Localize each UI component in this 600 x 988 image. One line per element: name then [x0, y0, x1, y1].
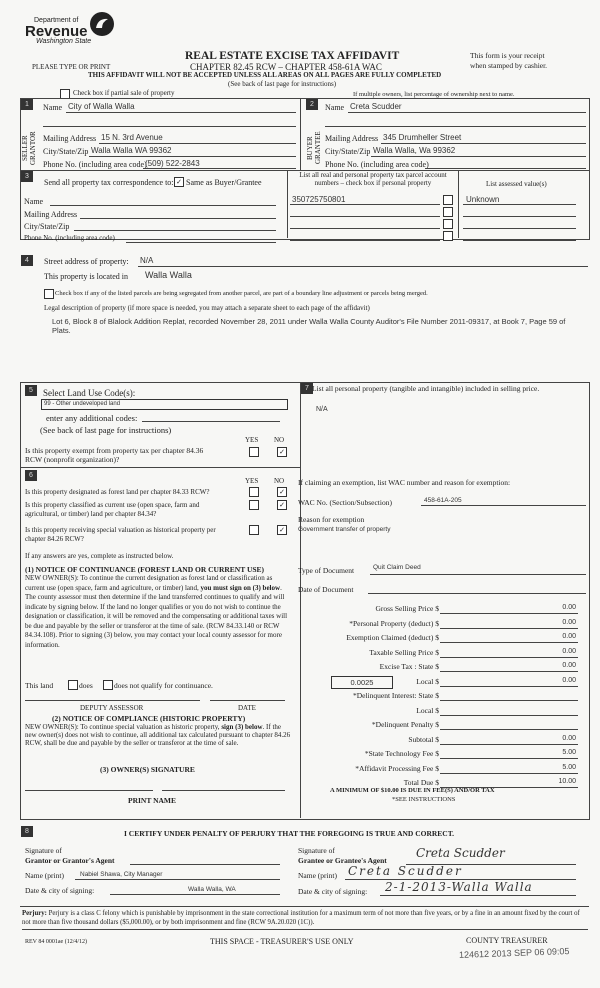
amount-value[interactable]: 0.00	[562, 633, 576, 640]
reason-label: Reason for exemption	[298, 515, 365, 524]
amount-value[interactable]: 0.00	[562, 734, 576, 742]
minimum-due-note: A MINIMUM OF $10.00 IS DUE IN FEE(S) AND/OR TAX	[330, 787, 495, 794]
land-use-code-select[interactable]: 99 - Other undeveloped land	[41, 399, 288, 410]
buyer-city-field[interactable]: Walla Walla, Wa 99362	[373, 146, 456, 155]
field-line	[99, 143, 296, 144]
amount-value[interactable]: 0.00	[562, 618, 576, 626]
logo-text: Washington State	[36, 38, 92, 45]
notice-text: NEW OWNER(S): To continue the current designation as forest land or classification as current use (open space, farm and agriculture, or timber) land,	[25, 574, 273, 592]
amount-value[interactable]: 10.00	[558, 778, 576, 785]
parcel-number-field[interactable]: 350725750801	[292, 195, 346, 204]
grantee-date-city-field[interactable]: 2-1-2013-Walla Walla	[385, 880, 533, 894]
field-line	[440, 700, 578, 701]
yes-header: YES	[245, 477, 259, 485]
date-line[interactable]	[210, 700, 285, 701]
does-qualify-checkbox[interactable]	[68, 680, 78, 690]
label: Signature of	[25, 846, 62, 855]
amount-label: *State Technology Fee $	[364, 749, 439, 758]
label: City/State/Zip	[325, 147, 371, 156]
segregation-label: Check box if any of the listed parcels are being segregated from another parcel, are part of a boundary line adjustment or parcels being merged.	[55, 290, 428, 297]
section-number: 2	[306, 99, 318, 110]
notice-compliance-text	[25, 723, 293, 747]
field-line	[425, 168, 586, 169]
label: Grantor or Grantor's Agent	[25, 856, 115, 865]
form-revision: REV 84 0001ae (12/4/12)	[25, 939, 88, 945]
field-line	[440, 744, 578, 745]
exemption-label: If claiming an exemption, list WAC number and reason for exemption:	[298, 478, 511, 487]
form-subtitle: CHAPTER 82.45 RCW – CHAPTER 458-61A WAC	[190, 62, 382, 72]
owner-signature-line[interactable]	[162, 790, 285, 791]
section-number: 6	[25, 470, 37, 481]
notice-compliance-title: (2) NOTICE OF COMPLIANCE (HISTORIC PROPERTY)	[52, 714, 246, 723]
field-line	[66, 112, 296, 113]
wac-number-field[interactable]: 458-61A-205	[424, 497, 462, 504]
date-label: DATE	[238, 704, 256, 712]
field-line	[440, 671, 578, 672]
logo-swirl-icon	[88, 10, 116, 38]
notice-text-bold: sign (3) below	[221, 723, 263, 731]
field-line	[75, 879, 280, 880]
field-line	[370, 574, 586, 575]
assessed-value-field[interactable]: Unknown	[466, 195, 500, 204]
please-type: PLEASE TYPE OR PRINT	[32, 63, 111, 71]
notice-text: . The county assessor must then determine if the land transferred continues to qualify and will indicate by signing below. If the land no longer qualifies or you do not wish to continue the designation or classification, it will be removed and the compensating or additional taxes will be due and payable by the seller or transferor at the time of sale. (RCW 84.33.140 or RCW 84.34.108). Prior to signing (3) below, you may contact your local county assessor for more information.	[25, 583, 288, 649]
amount-label: Taxable Selling Price $	[369, 647, 439, 657]
field-line	[463, 240, 576, 241]
deputy-assessor-label: DEPUTY ASSESSOR	[80, 704, 144, 712]
field-line[interactable]	[80, 218, 276, 219]
field-line	[421, 505, 586, 506]
personal-property-checkbox[interactable]	[443, 219, 453, 229]
form-title: REAL ESTATE EXCISE TAX AFFIDAVIT	[185, 50, 400, 62]
personal-property-checkbox[interactable]	[443, 231, 453, 241]
notice-continuance-title: (1) NOTICE OF CONTINUANCE (FOREST LAND OR CURRENT USE)	[25, 565, 265, 574]
treasurer-stamp: 124612 2013 SEP 06 09:05	[458, 946, 570, 960]
section-number: 8	[21, 826, 33, 837]
current-use-no-checkbox[interactable]: ✓	[277, 500, 287, 510]
instructions-note: (See back of last page for instructions)	[40, 425, 172, 435]
field-line	[463, 204, 576, 205]
field-line[interactable]	[50, 205, 276, 206]
amount-value[interactable]: 0.00	[562, 604, 576, 611]
field-line	[290, 240, 440, 241]
notice-text-bold: you must sign on (3) below	[200, 583, 281, 592]
personal-property-field[interactable]: N/A	[316, 406, 328, 413]
section-number: 7	[301, 383, 313, 394]
additional-codes-field[interactable]	[142, 421, 280, 422]
seller-phone-field[interactable]: (509) 522-2843	[145, 159, 200, 168]
additional-codes-label: enter any additional codes:	[46, 413, 138, 423]
see-instructions-note: *SEE INSTRUCTIONS	[392, 796, 456, 803]
field-line	[371, 156, 586, 157]
seller-grantor-label: SELLER GRANTOR	[21, 131, 37, 165]
owner-signature-line[interactable]	[25, 790, 153, 791]
field-line	[138, 266, 588, 267]
multiple-owners-note: If multiple owners, list percentage of ownership next to name.	[353, 91, 515, 98]
grantee-name-field[interactable]: Creta Scudder	[348, 864, 463, 878]
forest-no-checkbox[interactable]: ✓	[277, 487, 287, 497]
amount-label: Gross Selling Price $	[375, 604, 439, 613]
exempt-no-checkbox[interactable]: ✓	[277, 447, 287, 457]
field-line	[43, 126, 296, 127]
doc-type-label: Type of Document	[298, 566, 355, 575]
logo-text: Revenue	[25, 23, 88, 40]
amount-label: Local $	[416, 676, 439, 686]
street-address-label: Street address of property:	[44, 257, 129, 266]
amount-label: *Affidavit Processing Fee $	[355, 763, 439, 773]
historic-yes-checkbox[interactable]	[249, 525, 259, 535]
amount-label: Total Due $	[403, 778, 439, 787]
label: Name (print)	[25, 871, 64, 880]
label: Signature of	[298, 846, 335, 855]
seller-name-field[interactable]: City of Walla Walla	[68, 102, 135, 111]
doc-date-label: Date of Document	[298, 585, 354, 594]
forest-yes-checkbox[interactable]	[249, 487, 259, 497]
personal-property-checkbox[interactable]	[443, 195, 453, 205]
receipt-note: when stamped by cashier.	[470, 61, 548, 70]
label: This land	[25, 681, 54, 690]
buyer-grantee-label: BUYER GRANTEE	[306, 131, 322, 165]
yes-header: YES	[245, 436, 259, 444]
current-use-question: Is this property classified as current use (open space, farm and agricultural, or timber) land per chapter 84.34?	[25, 501, 200, 519]
field-line[interactable]	[126, 242, 276, 243]
perjury-label: Perjury:	[22, 910, 47, 917]
field-line	[290, 228, 440, 229]
section-number: 1	[21, 99, 33, 110]
send-correspondence-label: Send all property tax correspondence to:	[44, 178, 174, 187]
field-line	[110, 894, 280, 895]
divider	[300, 98, 301, 170]
notice-text: . If the new owner(s) does not wish to continue, all additional tax calculated pursuant to chapter 84.26 RCW, shall be due and payable by the seller or transferor at the time of sale.	[25, 723, 291, 747]
field-line	[290, 216, 440, 217]
perjury-notice	[22, 909, 588, 930]
field-line	[89, 156, 296, 157]
grantor-name-field[interactable]: Nabiel Shawa, City Manager	[80, 871, 163, 878]
field-line	[463, 228, 576, 229]
section-number: 5	[25, 385, 37, 396]
county-treasurer-label: COUNTY TREASURER	[466, 936, 548, 945]
amount-label: Local $	[416, 705, 439, 715]
local-tax-rate-field[interactable]: 0.0025	[331, 676, 393, 689]
same-as-buyer-checkbox[interactable]: ✓	[174, 177, 184, 187]
receipt-note: This form is your receipt	[470, 51, 545, 60]
label: Name (print)	[298, 871, 337, 880]
field-line	[440, 642, 578, 643]
label: does not qualify for continuance.	[114, 681, 213, 690]
grantee-signature[interactable]: Creta Scudder	[416, 846, 505, 860]
field-line	[440, 715, 578, 716]
section-number: 4	[21, 255, 33, 266]
field-line	[290, 204, 440, 205]
field-line	[325, 126, 586, 127]
amount-label: Subtotal $	[408, 734, 439, 744]
amount-value[interactable]: 0.00	[562, 676, 576, 684]
amount-label: Exemption Claimed (deduct) $	[346, 633, 439, 642]
label: Date & city of signing:	[25, 886, 95, 895]
label: Mailing Address	[43, 134, 97, 143]
divider	[458, 170, 459, 238]
notice-text: NEW OWNER(S): To continue special valuation as historic property,	[25, 723, 220, 731]
field-line	[463, 216, 576, 217]
seller-address-field[interactable]: 15 N. 3rd Avenue	[101, 133, 163, 142]
treasurer-use-label: THIS SPACE - TREASURER'S USE ONLY	[210, 937, 354, 946]
label: Name	[325, 103, 345, 112]
label: City/State/Zip	[24, 222, 70, 231]
buyer-address-field[interactable]: 345 Drumheller Street	[383, 133, 462, 142]
label: City/State/Zip	[43, 147, 89, 156]
warning-text: THIS AFFIDAVIT WILL NOT BE ACCEPTED UNLESS ALL AREAS ON ALL PAGES ARE FULLY COMPLETED	[88, 71, 442, 79]
label: Phone No. (including area code)	[43, 160, 147, 169]
label: Name	[24, 197, 44, 206]
logo-text: Department of	[34, 17, 79, 24]
field-line	[348, 112, 586, 113]
field-line	[440, 657, 578, 658]
land-use-label: Select Land Use Code(s):	[43, 388, 136, 398]
no-header: NO	[274, 436, 285, 444]
personal-property-checkbox[interactable]	[443, 207, 453, 217]
field-line	[440, 686, 578, 687]
doc-type-field[interactable]: Quit Claim Deed	[373, 564, 421, 571]
label: Phone No. (including area code)	[24, 234, 115, 242]
amount-value[interactable]: 5.00	[562, 749, 576, 756]
instructions-note: (See back of last page for instructions)	[228, 80, 337, 88]
doc-date-field[interactable]	[368, 593, 586, 594]
legal-description-label: Legal description of property (if more space is needed, you may attach a separate sheet to each page of the affidavit)	[44, 304, 370, 312]
historic-question: Is this property receiving special valuation as historical property per chapter 84.26 RCW?	[25, 526, 216, 544]
label: Mailing Address	[24, 210, 78, 219]
field-line[interactable]	[74, 230, 276, 231]
amount-label: *Delinquent Interest: State $	[352, 691, 439, 700]
divider	[300, 382, 301, 818]
certify-statement: I CERTIFY UNDER PENALTY OF PERJURY THAT THE FOREGOING IS TRUE AND CORRECT.	[124, 829, 455, 838]
partial-sale-label: Check box if partial sale of property	[73, 89, 175, 97]
divider	[287, 170, 288, 238]
same-as-buyer-label: Same as Buyer/Grantee	[186, 178, 262, 187]
label: Name	[43, 103, 63, 112]
exempt-yes-checkbox[interactable]	[249, 447, 259, 457]
field-line	[440, 628, 578, 629]
parcel-header: List all real and personal property tax parcel account numbers – check box if personal property	[299, 171, 447, 187]
wac-label: WAC No. (Section/Subsection)	[298, 498, 392, 507]
instructions-note: If any answers are yes, complete as instructed below.	[25, 552, 174, 560]
notice-continuance-text	[25, 574, 293, 650]
field-line	[440, 773, 578, 774]
perjury-text: Perjury is a class C felony which is punishable by imprisonment in the state correctional institution for a maximum term of not more than five years, or by a fine in an amount fixed by the court of not more than five thousand dollars ($5,000.00), or by both imprisonment and fine (RCW 9A.20.020 (1C)).	[22, 910, 580, 926]
located-label: This property is located in	[44, 272, 128, 281]
amount-label: Excise Tax : State $	[379, 662, 439, 671]
forest-land-question: Is this property designated as forest land per chapter 84.33 RCW?	[25, 488, 210, 496]
field-line	[143, 168, 296, 169]
owner-signature-title: (3) OWNER(S) SIGNATURE	[100, 765, 195, 774]
reason-field[interactable]: Government transfer of property	[298, 526, 391, 533]
print-name-label: PRINT NAME	[128, 796, 176, 805]
amount-value[interactable]: 5.00	[562, 763, 576, 771]
does-not-qualify-checkbox[interactable]	[103, 680, 113, 690]
label: Date & city of signing:	[298, 887, 368, 896]
field-line	[440, 729, 578, 730]
personal-property-label: List all personal property (tangible and intangible) included in selling price.	[312, 384, 540, 393]
exempt-question: Is this property exempt from property tax per chapter 84.36 RCW (nonprofit organization)?	[25, 446, 204, 465]
label: Phone No. (including area code)	[325, 160, 429, 169]
amount-label: *Delinquent Penalty $	[371, 720, 439, 729]
located-in-field[interactable]: Walla Walla	[145, 270, 192, 280]
field-line	[440, 758, 578, 759]
seller-city-field[interactable]: Walla Walla WA 99362	[91, 146, 172, 155]
amount-value[interactable]: 0.00	[562, 647, 576, 655]
divider	[20, 467, 300, 468]
no-header: NO	[274, 477, 285, 485]
segregation-checkbox[interactable]	[44, 289, 54, 299]
historic-no-checkbox[interactable]: ✓	[277, 525, 287, 535]
grantor-date-city-field[interactable]: Walla Walla, WA	[188, 886, 236, 893]
section-number: 3	[21, 171, 33, 182]
amount-value[interactable]: 0.00	[562, 662, 576, 669]
current-use-yes-checkbox[interactable]	[249, 500, 259, 510]
field-line	[380, 895, 576, 896]
label: Grantee or Grantee's Agent	[298, 856, 387, 865]
deputy-assessor-signature-line[interactable]	[25, 700, 200, 701]
buyer-name-field[interactable]: Creta Scudder	[350, 102, 402, 111]
label: Mailing Address	[325, 134, 379, 143]
assessed-header: List assessed value(s)	[486, 180, 547, 188]
amount-label: *Personal Property (deduct) $	[349, 618, 439, 628]
grantor-signature-line[interactable]	[130, 864, 280, 865]
field-line	[440, 613, 578, 614]
label: does	[79, 681, 93, 690]
legal-description-field[interactable]: Lot 6, Block 8 of Blalock Addition Replat, recorded November 28, 2011 under Walla Walla County Auditor's File Number 2011-09317, at Book 7, Page 59 of Plats.	[52, 317, 566, 336]
street-address-field[interactable]: N/A	[140, 256, 154, 265]
field-line	[381, 143, 586, 144]
